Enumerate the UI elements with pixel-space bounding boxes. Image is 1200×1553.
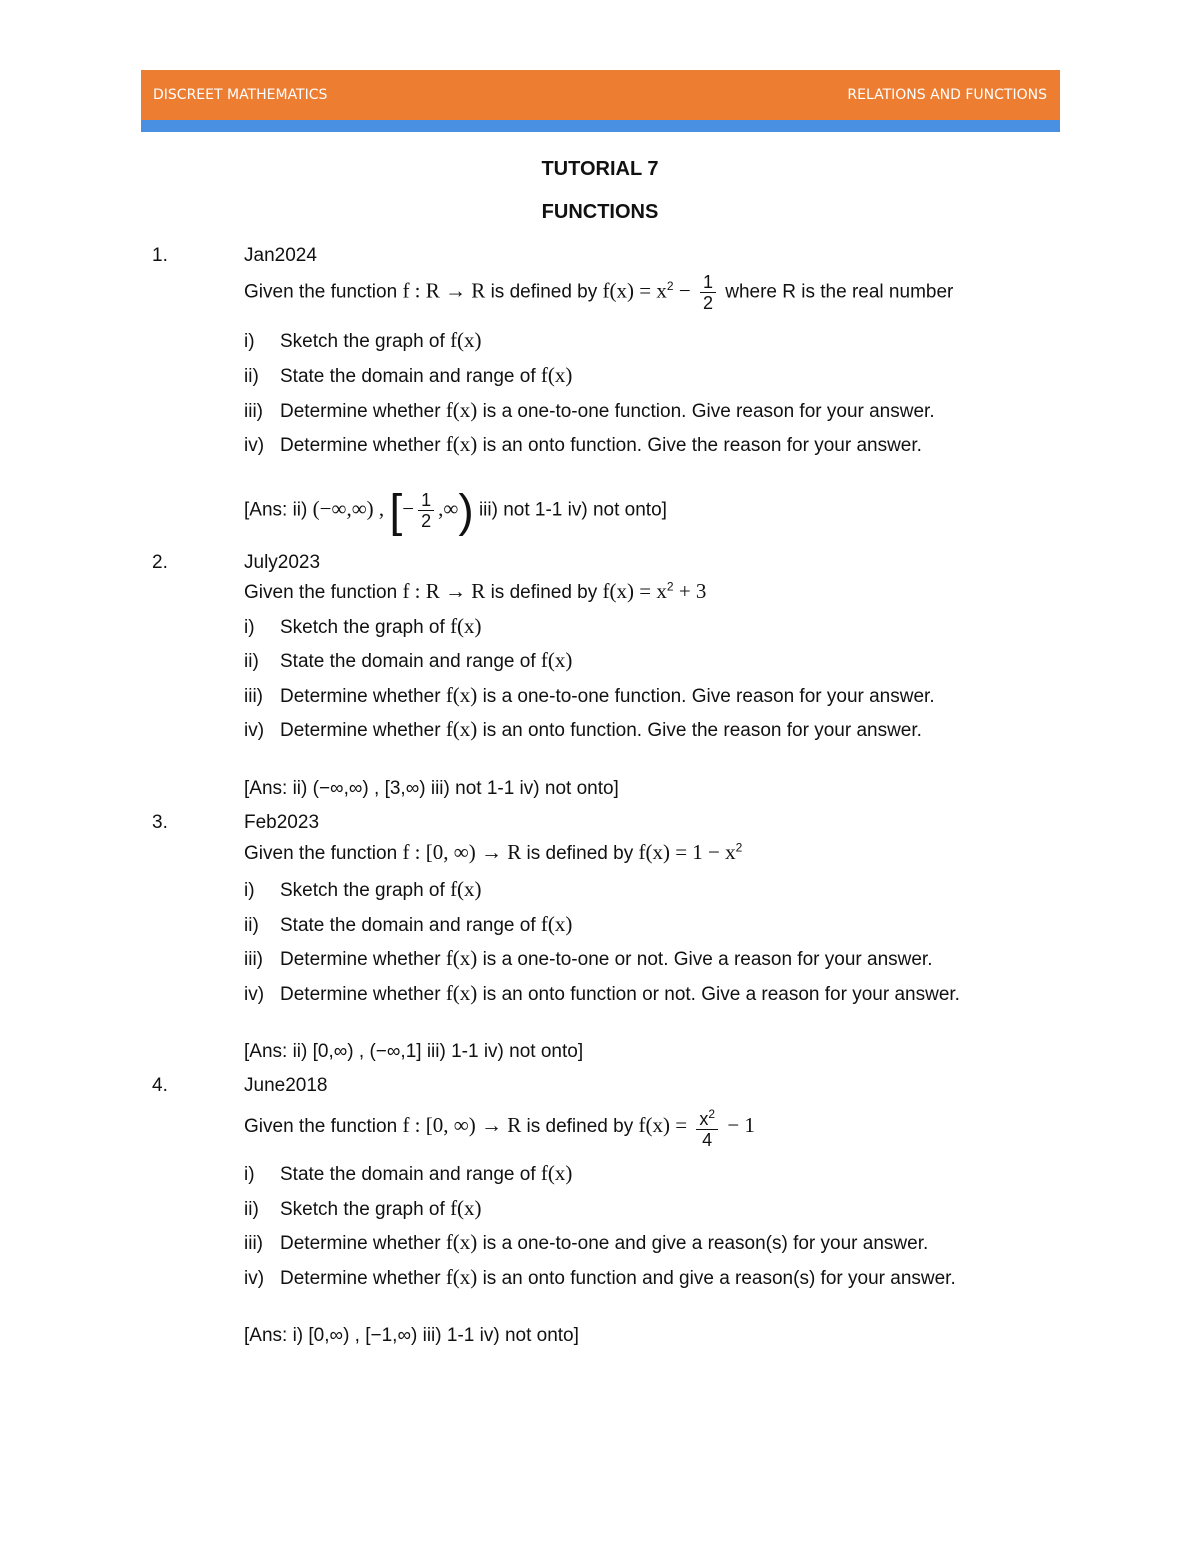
question-source: July2023 bbox=[244, 552, 321, 573]
question-statement: Given the function f : [0, ∞) → R is defined by f(x) = $\frac{x^2}{4}$ − 1 bbox=[244, 1104, 755, 1150]
part-item: ii) State the domain and range of f(x) bbox=[244, 363, 573, 387]
question-source: Jan2024 bbox=[244, 245, 317, 266]
part-item: i) Sketch the graph of f(x) bbox=[244, 614, 482, 638]
part-item: iv) Determine whether f(x) is an onto function. Give the reason for your answer. bbox=[244, 717, 922, 741]
page-subtitle: FUNCTIONS bbox=[541, 201, 659, 223]
answer-line: [Ans: ii) [0,∞) , (−∞,1] iii) 1-1 iv) not onto] bbox=[244, 1041, 584, 1062]
page-title: TUTORIAL 7 bbox=[541, 158, 659, 180]
part-item: ii) Sketch the graph of f(x) bbox=[244, 1196, 482, 1220]
question-statement: Given the function f : [0, ∞) → R is defined by $f(x) = 1 - x^2$ bbox=[244, 840, 743, 864]
part-item: iii) Determine whether f(x) is a one-to-one function. Give reason for your answer. bbox=[244, 683, 935, 707]
part-item: iv) Determine whether f(x) is an onto function and give a reason(s) for your answer. bbox=[244, 1265, 956, 1289]
question-number: 2. bbox=[152, 552, 168, 573]
fraction: $\frac{x^2}{4}$ bbox=[696, 1104, 718, 1150]
part-item: ii) State the domain and range of f(x) bbox=[244, 912, 573, 936]
question-number: 4. bbox=[152, 1075, 168, 1096]
part-item: iii) Determine whether f(x) is a one-to-one and give a reason(s) for your answer. bbox=[244, 1230, 929, 1254]
question-number: 1. bbox=[152, 245, 168, 266]
answer-line: [Ans: i) [0,∞) , [−1,∞) iii) 1-1 iv) not onto] bbox=[244, 1325, 579, 1346]
answer-line: [Ans: ii) (−∞,∞) , [3,∞) iii) not 1-1 iv) not onto] bbox=[244, 778, 619, 799]
header-left: DISCREET MATHEMATICS bbox=[153, 87, 328, 103]
question-source: Feb2023 bbox=[244, 812, 320, 833]
part-item: ii) State the domain and range of f(x) bbox=[244, 648, 573, 672]
question-statement: Given the function f : R → R is defined by $f(x) = x^2$ − $\frac{1}{2}$ where R is the real number bbox=[244, 272, 954, 313]
part-item: i) Sketch the graph of f(x) bbox=[244, 877, 482, 901]
part-item: iv) Determine whether f(x) is an onto function or not. Give a reason for your answer. bbox=[244, 981, 960, 1005]
part-item: iii) Determine whether f(x) is a one-to-one or not. Give a reason for your answer. bbox=[244, 946, 933, 970]
question-statement: Given the function f : R → R is defined by $f(x) = x^2 + 3$ bbox=[244, 579, 707, 603]
part-item: iii) Determine whether f(x) is a one-to-one function. Give reason for your answer. bbox=[244, 398, 935, 422]
page-header bbox=[141, 70, 1060, 120]
header-right: RELATIONS AND FUNCTIONS bbox=[847, 87, 1047, 103]
part-item: i) State the domain and range of f(x) bbox=[244, 1161, 573, 1185]
question-source: June2018 bbox=[244, 1075, 328, 1096]
part-item: i) Sketch the graph of f(x) bbox=[244, 328, 482, 352]
question-number: 3. bbox=[152, 812, 168, 833]
answer-line: [Ans: ii) (−∞,∞) , [− $\frac{1}{2}$ ,∞) iii) not 1-1 iv) not onto] bbox=[244, 484, 667, 537]
fraction: $\frac{1}{2}$ bbox=[700, 272, 716, 313]
part-item: iv) Determine whether f(x) is an onto function. Give the reason for your answer. bbox=[244, 432, 922, 456]
header-rule bbox=[141, 120, 1060, 132]
